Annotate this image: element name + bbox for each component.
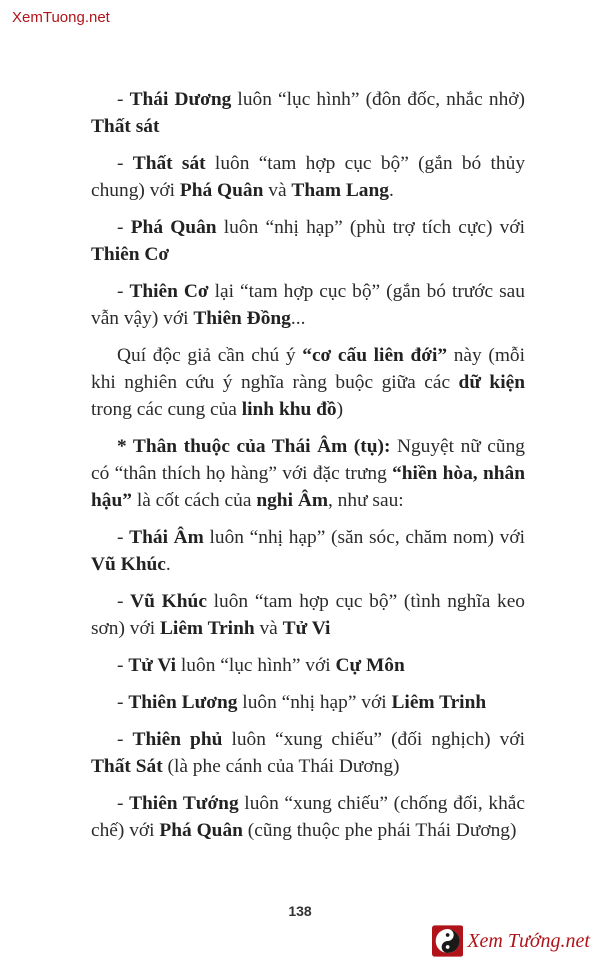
bold-term: linh khu đồ [241, 399, 337, 420]
bold-term: Thiên Tướng [129, 793, 239, 814]
paragraph [91, 790, 525, 844]
bold-term: Phá Quân [130, 217, 217, 238]
text-run: là cốt cách của [131, 490, 257, 511]
bold-term: Thất sát [132, 153, 206, 174]
paragraph [91, 433, 525, 514]
text-run: luôn “xung chiếu” (đối nghịch) với [222, 729, 525, 750]
bold-term: “hiền hòa, nhân hậu” [91, 463, 525, 511]
footer-logo [432, 921, 590, 961]
text-run: luôn “nhị hạp” (săn sóc, chăm nom) với [203, 527, 525, 548]
paragraph [91, 150, 525, 204]
bold-term: Phá Quân [179, 180, 264, 201]
text-run: trong các cung của [91, 399, 242, 420]
paragraph [91, 214, 525, 268]
bold-term: Vũ Khúc [130, 591, 207, 612]
site-watermark: XemTuong.net [12, 9, 110, 26]
paragraph [91, 342, 525, 423]
text-run: luôn “nhị hạp” với [237, 692, 392, 713]
bold-term: Vũ Khúc [91, 554, 166, 575]
text-run: ) [336, 399, 344, 420]
text-run: - [117, 591, 131, 612]
text-run: luôn “lục hình” với [176, 655, 336, 676]
bold-term: Tử Vi [128, 655, 177, 676]
bold-term: Tử Vi [282, 618, 331, 639]
text-run: - [117, 527, 130, 548]
text-run: - [117, 655, 129, 676]
paragraph [91, 524, 525, 578]
bold-term: nghi Âm [256, 490, 328, 511]
text-run: . [165, 554, 171, 575]
paragraph [91, 588, 525, 642]
text-run: - [117, 692, 129, 713]
bold-term: Thất sát [91, 116, 160, 137]
text-run: - [117, 729, 133, 750]
bold-term: Cự Môn [335, 655, 405, 676]
text-run: luôn “tam hợp cục bộ” (tình nghĩa keo sơn) với [91, 591, 525, 639]
text-run: (là phe cánh của Thái Dương) [162, 756, 400, 777]
bold-term: Liêm Trinh [160, 618, 255, 639]
bold-term: Thái Dương [129, 89, 232, 110]
paragraph [91, 689, 525, 716]
text-run: Quí độc giả cần chú ý [117, 345, 303, 366]
paragraph [91, 726, 525, 780]
bold-term: Thiên Cơ [129, 281, 209, 302]
text-run: - [117, 281, 130, 302]
text-run: - [117, 153, 133, 174]
bold-term: Thiên Đồng [193, 308, 291, 329]
text-run: và [263, 180, 292, 201]
text-run: luôn “tam hợp cục bộ” (gắn bó thủy chung) với [91, 153, 526, 201]
text-run: luôn “xung chiếu” (chống đối, khắc chế) với [91, 793, 526, 841]
text-run: - [117, 793, 130, 814]
bold-term: Thiên Cơ [91, 244, 170, 265]
paragraph [91, 278, 525, 332]
bold-term: Thiên Lương [128, 692, 238, 713]
page-body [91, 86, 525, 854]
text-run: - [117, 89, 130, 110]
text-run: lại “tam hợp cục bộ” (gắn bó trước sau vẫn vậy) với [91, 281, 525, 329]
bold-term: Thái Âm [129, 527, 204, 548]
text-run: ... [290, 308, 306, 329]
bold-term: “cơ cấu liên đới” [302, 345, 448, 366]
bold-term: Thiên phủ [132, 729, 223, 750]
text-run: luôn “lục hình” (đôn đốc, nhắc nhở) [231, 89, 525, 110]
yin-yang-icon [432, 924, 463, 958]
bold-term: * Thân thuộc của Thái Âm (tụ): [117, 436, 391, 457]
text-run: . [388, 180, 394, 201]
logo-text: Xem Tướng.net [467, 929, 590, 952]
bold-term: Liêm Trinh [391, 692, 487, 713]
paragraph [91, 86, 525, 140]
text-run: (cũng thuộc phe phái Thái Dương) [242, 820, 517, 841]
bold-term: dữ kiện [458, 372, 525, 393]
text-run: - [117, 217, 131, 238]
text-run: và [254, 618, 283, 639]
bold-term: Phá Quân [159, 820, 243, 841]
page-number: 138 [288, 903, 312, 919]
bold-term: Thất Sát [91, 756, 163, 777]
paragraph [91, 652, 525, 679]
bold-term: Tham Lang [291, 180, 389, 201]
text-run: , như sau: [327, 490, 404, 511]
text-run: luôn “nhị hạp” (phù trợ tích cực) với [216, 217, 525, 238]
text-run: Nguyệt nữ cũng có “thân thích họ hàng” với đặc trưng [91, 436, 525, 484]
text-run: này (mỗi khi nghiên cứu ý nghĩa ràng buộc giữa các [91, 345, 525, 393]
